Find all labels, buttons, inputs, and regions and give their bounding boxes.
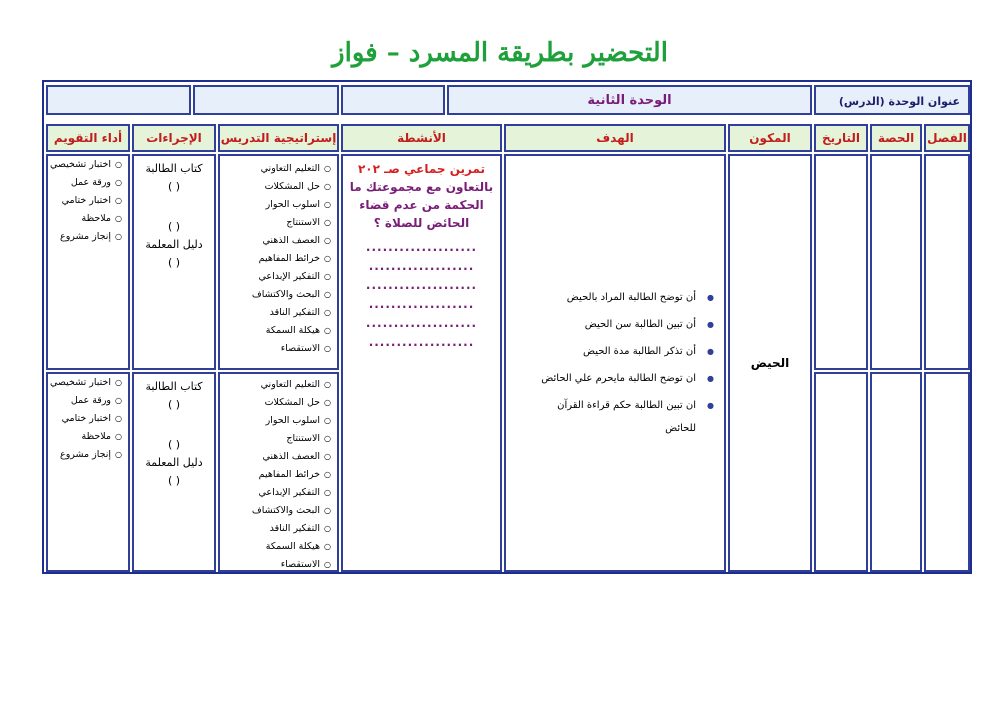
header-date: التاريخ (814, 124, 868, 152)
goals-cell (504, 154, 726, 572)
goal-item: ● أن تبين الطالبة سن الحيض (506, 311, 696, 338)
evaluation-cell-1 (46, 154, 130, 370)
info-empty-cell-1 (341, 85, 445, 115)
unit-label: عنوان الوحدة (الدرس) (838, 95, 960, 108)
strategy-item: ○ اسلوب الحوار (220, 412, 331, 430)
dotted-line: .................... (365, 278, 478, 292)
goal-item: ● ان توضح الطالبة مايحرم علي الحائض (506, 365, 696, 392)
evaluation-item: ○ ورقة عمل (48, 392, 122, 410)
component-cell (728, 154, 812, 572)
evaluation-cell-2 (46, 372, 130, 572)
goal-item: ● أن توضح الطالبة المراد بالحيض (506, 284, 696, 311)
procedures-cell-2 (132, 372, 216, 572)
dotted-line: ................... (368, 297, 475, 311)
evaluation-item: ○ اختبار تشخيصي (48, 374, 122, 392)
strategy-item: ○ خرائط المفاهيم (220, 466, 331, 484)
date-cell-2 (814, 372, 868, 572)
goals-list (506, 284, 724, 419)
paren-blank: ( ) (167, 180, 181, 193)
strategies-cell-1 (218, 154, 339, 370)
paren-blank: ( ) (167, 256, 181, 269)
dotted-line: ................... (368, 335, 475, 349)
spacer (134, 414, 214, 436)
strategy-item: ○ خرائط المفاهيم (220, 250, 331, 268)
evaluation-item: ○ ملاحظة (48, 210, 122, 228)
evaluation-item: ○ إنجاز مشروع (48, 228, 122, 246)
evaluation-item: ○ اختبار ختامي (48, 192, 122, 210)
period-cell-1 (870, 154, 922, 370)
strategies-list-2 (220, 376, 331, 574)
unit-title-cell (447, 85, 812, 115)
header-component: المكون (728, 124, 812, 152)
header-strategies: إستراتيجية التدريس (218, 124, 339, 152)
strategy-item: ○ حل المشكلات (220, 178, 331, 196)
unit-label-cell (814, 85, 970, 115)
header-activities: الأنشطة (341, 124, 502, 152)
evaluation-list-2 (48, 374, 122, 464)
activities-cell (341, 154, 502, 572)
evaluation-item: ○ ملاحظة (48, 428, 122, 446)
activity-line-4: الحائض للصلاة ؟ (373, 216, 470, 230)
teacher-guide-label: دليل المعلمة (145, 238, 203, 251)
spacer (134, 196, 214, 218)
strategy-item: ○ حل المشكلات (220, 394, 331, 412)
strategy-item: ○ هيكلة السمكة (220, 322, 331, 340)
evaluation-list-1 (48, 156, 122, 246)
header-class: الفصل (924, 124, 970, 152)
strategy-item: ○ الاستنتاج (220, 430, 331, 448)
paren-blank: ( ) (167, 220, 181, 233)
strategy-item: ○ الاستقصاء (220, 340, 331, 358)
strategies-list-1 (220, 160, 331, 358)
student-book-label: كتاب الطالبة (145, 162, 203, 175)
strategy-item: ○ التفكير الإبداعي (220, 484, 331, 502)
strategy-item: ○ التعليم التعاوني (220, 160, 331, 178)
info-empty-cell-2 (193, 85, 339, 115)
strategies-cell-2 (218, 372, 339, 572)
strategy-item: ○ الاستقصاء (220, 556, 331, 574)
strategy-item: ○ العصف الذهني (220, 448, 331, 466)
strategy-item: ○ الاستنتاج (220, 214, 331, 232)
dotted-line: ................... (368, 259, 475, 273)
student-book-label: كتاب الطالبة (145, 380, 203, 393)
header-period: الحصة (870, 124, 922, 152)
class-cell-1 (924, 154, 970, 370)
goal-item: ● ان تبين الطالبة حكم قراءة القرآن (506, 392, 696, 419)
goal-tail: للحائض (665, 423, 696, 434)
strategy-item: ○ هيكلة السمكة (220, 538, 331, 556)
date-cell-1 (814, 154, 868, 370)
dotted-line: .................... (365, 240, 478, 254)
dotted-line: .................... (365, 316, 478, 330)
class-cell-2 (924, 372, 970, 572)
evaluation-item: ○ اختبار تشخيصي (48, 156, 122, 174)
strategy-item: ○ التعليم التعاوني (220, 376, 331, 394)
strategy-item: ○ البحث والاكتشاف (220, 286, 331, 304)
activity-line-2: بالتعاون مع مجموعتك ما (349, 180, 494, 194)
activity-line-3: الحكمة من عدم قضاء (359, 198, 484, 212)
lesson-plan-table (42, 80, 972, 574)
header-evaluation: أداء التقويم (46, 124, 130, 152)
paren-blank: ( ) (167, 398, 181, 411)
paren-blank: ( ) (167, 474, 181, 487)
procedures-cell-1 (132, 154, 216, 370)
page-title: التحضير بطريقة المسرد – فواز (332, 38, 668, 68)
goal-item: ● أن تذكر الطالبة مدة الحيض (506, 338, 696, 365)
header-procedures: الإجراءات (132, 124, 216, 152)
strategy-item: ○ العصف الذهني (220, 232, 331, 250)
info-empty-cell-3 (46, 85, 191, 115)
strategy-item: ○ اسلوب الحوار (220, 196, 331, 214)
unit-title: الوحدة الثانية (587, 92, 672, 108)
activity-dots (343, 238, 500, 352)
strategy-item: ○ التفكير الناقد (220, 520, 331, 538)
strategy-item: ○ البحث والاكتشاف (220, 502, 331, 520)
paren-blank: ( ) (167, 438, 181, 451)
activity-line-1: تمرين جماعي صـ ٢٠٢ (357, 162, 486, 176)
evaluation-item: ○ ورقة عمل (48, 174, 122, 192)
evaluation-item: ○ إنجاز مشروع (48, 446, 122, 464)
header-goal: الهدف (504, 124, 726, 152)
teacher-guide-label: دليل المعلمة (145, 456, 203, 469)
period-cell-2 (870, 372, 922, 572)
strategy-item: ○ التفكير الناقد (220, 304, 331, 322)
component-value: الحيض (750, 356, 790, 370)
evaluation-item: ○ اختبار ختامي (48, 410, 122, 428)
strategy-item: ○ التفكير الإبداعي (220, 268, 331, 286)
